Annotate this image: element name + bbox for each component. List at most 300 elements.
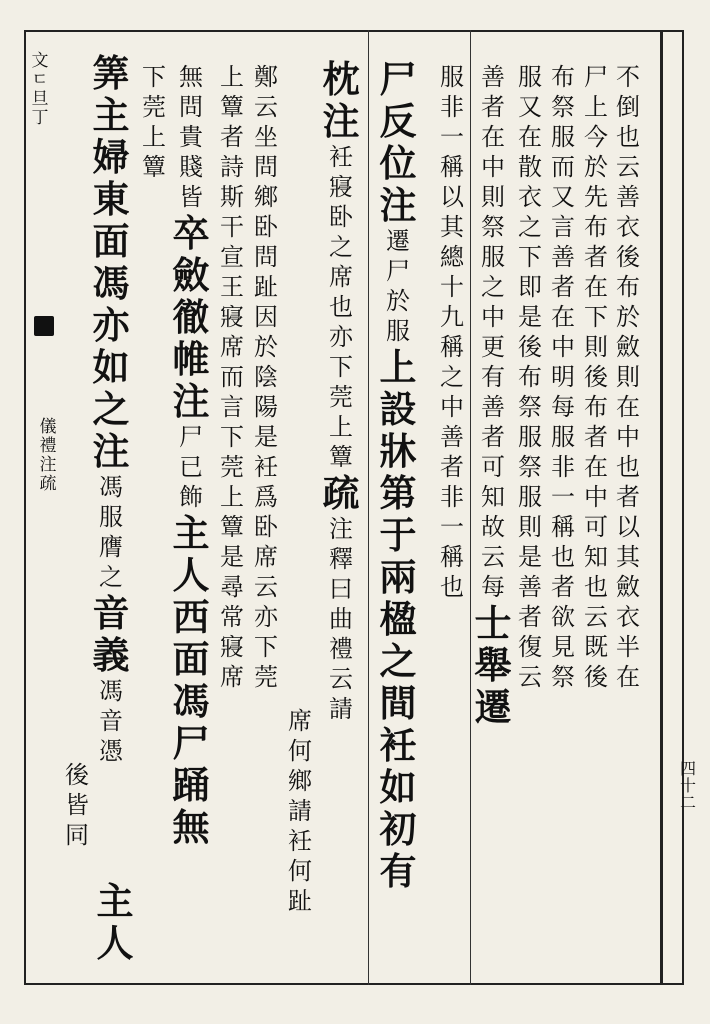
glyph: 是 [254, 423, 278, 451]
main-text-segment [173, 512, 210, 848]
glyph: 疏 [322, 471, 360, 515]
glyph: 可 [481, 453, 505, 481]
glyph: 即 [518, 273, 542, 301]
glyph: 席 [220, 333, 244, 361]
glyph: 云 [254, 93, 278, 121]
glyph: 知 [584, 543, 608, 571]
glyph: 問 [254, 153, 278, 181]
glyph: 非 [440, 93, 464, 121]
glyph: 在 [481, 123, 505, 151]
glyph: 下 [220, 423, 244, 451]
glyph: 馮 [172, 679, 210, 723]
glyph: 枕 [322, 57, 360, 101]
glyph: 間 [379, 681, 417, 725]
commentary-segment [179, 62, 203, 212]
glyph: 無 [179, 63, 203, 91]
glyph: 半 [616, 633, 640, 661]
text-column [547, 62, 579, 692]
main-text-segment [380, 58, 417, 226]
glyph: 主 [96, 879, 134, 923]
glyph: 也 [329, 293, 353, 321]
glyph: 云 [584, 603, 608, 631]
glyph: 尸 [379, 57, 417, 101]
main-text-segment [93, 52, 130, 472]
glyph: 祭 [518, 393, 542, 421]
glyph: 卧 [329, 203, 353, 231]
glyph: 第 [379, 471, 417, 515]
glyph: 已 [179, 453, 203, 481]
glyph: 尸 [584, 63, 608, 91]
glyph: 也 [616, 453, 640, 481]
glyph: 九 [440, 303, 464, 331]
glyph: 布 [584, 393, 608, 421]
glyph: 中 [584, 483, 608, 511]
glyph: 十 [440, 273, 464, 301]
glyph: 在 [551, 303, 575, 331]
glyph: 寢 [220, 633, 244, 661]
glyph: 簟 [220, 93, 244, 121]
glyph: 亦 [92, 303, 130, 347]
glyph: 賤 [179, 153, 203, 181]
glyph: 下 [254, 633, 278, 661]
glyph: 衣 [616, 213, 640, 241]
glyph: 寢 [220, 303, 244, 331]
glyph: 而 [551, 153, 575, 181]
text-column [170, 62, 212, 848]
glyph: 今 [584, 123, 608, 151]
glyph: 中 [481, 303, 505, 331]
glyph: 于 [379, 513, 417, 557]
glyph: 之 [379, 639, 417, 683]
glyph: 後 [65, 761, 89, 789]
commentary-segment [329, 514, 353, 724]
text-column [284, 706, 316, 916]
glyph: 上 [220, 483, 244, 511]
glyph: 中 [616, 423, 640, 451]
glyph: 席 [254, 543, 278, 571]
glyph: 善 [518, 573, 542, 601]
glyph: 稱 [440, 153, 464, 181]
glyph: 祭 [551, 93, 575, 121]
glyph: 一 [440, 123, 464, 151]
glyph: 有 [379, 849, 417, 893]
glyph: 後 [584, 663, 608, 691]
glyph: 則 [518, 513, 542, 541]
glyph: 徹 [172, 295, 210, 339]
glyph: 十 [680, 776, 697, 795]
glyph: 後 [518, 333, 542, 361]
glyph: 上 [142, 123, 166, 151]
glyph: 趾 [288, 887, 312, 915]
text-column [250, 62, 282, 692]
text-column [138, 62, 170, 182]
glyph: 儀 [39, 417, 57, 437]
glyph: 先 [584, 183, 608, 211]
glyph: 斂 [172, 253, 210, 297]
glyph: 遷 [386, 227, 410, 255]
glyph: 者 [551, 273, 575, 301]
glyph: 者 [584, 423, 608, 451]
glyph: 莞 [220, 453, 244, 481]
glyph: 莞 [142, 93, 166, 121]
glyph: 尸 [179, 423, 203, 451]
glyph: 旦 [31, 89, 49, 109]
text-column [216, 62, 248, 692]
glyph: 服 [551, 123, 575, 151]
glyph: 稱 [440, 543, 464, 571]
glyph: 者 [220, 123, 244, 151]
glyph: 卧 [254, 213, 278, 241]
text-column [472, 62, 514, 728]
glyph: 布 [518, 363, 542, 391]
glyph: 云 [329, 665, 353, 693]
glyph: 之 [99, 563, 123, 591]
glyph: 在 [584, 273, 608, 301]
glyph: 帷 [172, 337, 210, 381]
commentary-segment [99, 676, 123, 766]
glyph: 是 [518, 543, 542, 571]
glyph: 也 [440, 573, 464, 601]
glyph: 丁 [31, 108, 49, 128]
glyph: 以 [440, 183, 464, 211]
glyph: 衽 [329, 143, 353, 171]
glyph: 音 [92, 591, 130, 635]
glyph: 請 [329, 695, 353, 723]
glyph: 無 [172, 805, 210, 849]
glyph: 馮 [99, 473, 123, 501]
glyph: 王 [220, 273, 244, 301]
glyph: 如 [92, 345, 130, 389]
glyph: 詩 [220, 153, 244, 181]
glyph: 注 [172, 379, 210, 423]
glyph: 馮 [92, 261, 130, 305]
text-column [580, 62, 612, 692]
glyph: 主 [92, 93, 130, 137]
glyph: 中 [551, 333, 575, 361]
glyph: 斂 [616, 333, 640, 361]
text-column [514, 62, 546, 692]
glyph: 也 [584, 573, 608, 601]
glyph: 憑 [99, 737, 123, 765]
glyph: 二 [680, 793, 697, 812]
glyph: 禮 [39, 436, 57, 456]
glyph: 而 [220, 363, 244, 391]
glyph: 善 [440, 423, 464, 451]
glyph: 一 [551, 483, 575, 511]
glyph: 祭 [481, 213, 505, 241]
glyph: 貴 [179, 123, 203, 151]
glyph: 不 [616, 63, 640, 91]
text-column [375, 58, 421, 892]
glyph: 有 [481, 363, 505, 391]
frame-right-border [660, 30, 663, 985]
text-column [436, 62, 468, 602]
glyph: 者 [440, 453, 464, 481]
text-column [88, 52, 134, 766]
book-title [38, 418, 58, 494]
glyph: 簟 [329, 443, 353, 471]
glyph: 反 [379, 99, 417, 143]
glyph: 服 [518, 483, 542, 511]
glyph: 斯 [220, 183, 244, 211]
glyph: 東 [92, 177, 130, 221]
glyph: 主 [172, 511, 210, 555]
glyph: 則 [481, 183, 505, 211]
glyph: 衽 [254, 453, 278, 481]
glyph: 設 [379, 387, 417, 431]
glyph: 婦 [92, 135, 130, 179]
glyph: 上 [329, 413, 353, 441]
glyph: 在 [584, 453, 608, 481]
glyph: 兩 [379, 555, 417, 599]
glyph: 尸 [172, 721, 210, 765]
glyph: 西 [172, 595, 210, 639]
glyph: 見 [551, 633, 575, 661]
glyph: 者 [616, 483, 640, 511]
glyph: 云 [616, 153, 640, 181]
main-text-segment [93, 592, 130, 676]
glyph: 服 [99, 503, 123, 531]
glyph: 又 [551, 183, 575, 211]
glyph: 皆 [179, 183, 203, 211]
glyph: 是 [518, 303, 542, 331]
glyph: 言 [551, 213, 575, 241]
glyph: 後 [584, 363, 608, 391]
glyph: 禮 [329, 635, 353, 663]
glyph: 注 [329, 515, 353, 543]
glyph: 於 [254, 333, 278, 361]
glyph: 衽 [288, 827, 312, 855]
glyph: 曲 [329, 605, 353, 633]
glyph: 云 [518, 663, 542, 691]
glyph: 因 [254, 303, 278, 331]
glyph: 踊 [172, 763, 210, 807]
glyph: 坐 [254, 123, 278, 151]
main-text-segment [323, 58, 360, 142]
column-rule [470, 30, 471, 985]
glyph: 寢 [329, 173, 353, 201]
glyph: 則 [584, 333, 608, 361]
glyph: 鄭 [254, 63, 278, 91]
fold-mark-icon [34, 316, 54, 336]
glyph: 宣 [220, 243, 244, 271]
glyph: 常 [220, 603, 244, 631]
glyph: 也 [616, 123, 640, 151]
glyph: 下 [329, 353, 353, 381]
glyph: 其 [616, 543, 640, 571]
glyph: 釋 [329, 545, 353, 573]
glyph: 在 [518, 123, 542, 151]
glyph: 者 [481, 93, 505, 121]
commentary-segment [99, 472, 123, 592]
glyph: 如 [379, 765, 417, 809]
glyph: 知 [481, 483, 505, 511]
glyph: 莞 [329, 383, 353, 411]
glyph: 服 [518, 423, 542, 451]
glyph: 也 [551, 543, 575, 571]
glyph: 趾 [254, 273, 278, 301]
commentary-segment [329, 142, 353, 472]
glyph: 善 [616, 183, 640, 211]
glyph: 故 [481, 513, 505, 541]
glyph: 是 [220, 543, 244, 571]
glyph: 人 [172, 553, 210, 597]
glyph: 每 [481, 573, 505, 601]
glyph: 衽 [379, 723, 417, 767]
glyph: 倒 [616, 93, 640, 121]
glyph: 注 [379, 183, 417, 227]
glyph: 亦 [329, 323, 353, 351]
glyph: 莞 [254, 663, 278, 691]
glyph: 義 [92, 633, 130, 677]
gutter-marks [30, 52, 50, 128]
page-number [680, 760, 696, 811]
text-column [92, 880, 138, 964]
glyph: 布 [584, 213, 608, 241]
glyph: 又 [518, 93, 542, 121]
glyph: 者 [551, 573, 575, 601]
glyph: 問 [179, 93, 203, 121]
glyph: 稱 [440, 333, 464, 361]
glyph: 衣 [616, 603, 640, 631]
main-text-segment [173, 212, 210, 422]
text-column [612, 62, 644, 692]
glyph: 其 [440, 213, 464, 241]
glyph: 服 [481, 243, 505, 271]
glyph: 尋 [220, 573, 244, 601]
main-text-segment [380, 346, 417, 892]
glyph: 者 [481, 423, 505, 451]
glyph: 膺 [99, 533, 123, 561]
glyph: 請 [288, 797, 312, 825]
glyph: 飾 [179, 483, 203, 511]
glyph: 之 [329, 233, 353, 261]
glyph: 同 [65, 821, 89, 849]
glyph: 陽 [254, 393, 278, 421]
glyph: 文 [31, 51, 49, 71]
glyph: 者 [584, 243, 608, 271]
glyph: 明 [551, 363, 575, 391]
glyph: 干 [220, 213, 244, 241]
glyph: 面 [92, 219, 130, 263]
glyph: 非 [551, 453, 575, 481]
glyph: 既 [584, 633, 608, 661]
glyph: 祭 [551, 663, 575, 691]
glyph: 之 [440, 363, 464, 391]
glyph: 舉 [474, 643, 512, 687]
glyph: 下 [518, 243, 542, 271]
glyph: 下 [142, 63, 166, 91]
glyph: 善 [481, 63, 505, 91]
glyph: 之 [518, 213, 542, 241]
glyph: 疏 [39, 474, 57, 494]
glyph: 何 [288, 737, 312, 765]
glyph: 曰 [329, 575, 353, 603]
glyph: 面 [172, 637, 210, 681]
commentary-segment [179, 422, 203, 512]
glyph: 牀 [379, 429, 417, 473]
glyph: 云 [254, 573, 278, 601]
glyph: 以 [616, 513, 640, 541]
glyph: 之 [92, 387, 130, 431]
glyph: 者 [518, 603, 542, 631]
glyph: 遷 [474, 685, 512, 729]
glyph: 衣 [518, 183, 542, 211]
glyph: 中 [481, 153, 505, 181]
glyph: 散 [518, 153, 542, 181]
glyph: 善 [481, 393, 505, 421]
glyph: 服 [551, 423, 575, 451]
glyph: 布 [551, 63, 575, 91]
glyph: 鄉 [288, 767, 312, 795]
text-column [62, 760, 92, 850]
glyph: 復 [518, 633, 542, 661]
glyph: 每 [551, 393, 575, 421]
glyph: 陰 [254, 363, 278, 391]
glyph: 注 [39, 455, 57, 475]
glyph: 音 [99, 707, 123, 735]
glyph: 位 [379, 141, 417, 185]
glyph: 注 [92, 429, 130, 473]
glyph: 之 [481, 273, 505, 301]
glyph: 注 [322, 99, 360, 143]
glyph: 馮 [99, 677, 123, 705]
glyph: 人 [96, 921, 134, 965]
glyph: 在 [616, 663, 640, 691]
glyph: 在 [616, 393, 640, 421]
glyph: 後 [616, 243, 640, 271]
glyph: 則 [616, 363, 640, 391]
glyph: 卒 [172, 211, 210, 255]
glyph: 初 [379, 807, 417, 851]
glyph: 士 [474, 601, 512, 645]
glyph: 服 [440, 63, 464, 91]
glyph: 一 [440, 513, 464, 541]
commentary-segment [481, 62, 505, 602]
glyph: 卧 [254, 513, 278, 541]
glyph: 簟 [142, 153, 166, 181]
glyph: 更 [481, 333, 505, 361]
glyph: 爲 [254, 483, 278, 511]
column-rule [368, 30, 369, 985]
glyph: 服 [386, 317, 410, 345]
glyph: 皆 [65, 791, 89, 819]
glyph: 下 [584, 303, 608, 331]
glyph: 總 [440, 243, 464, 271]
glyph: 四 [680, 759, 697, 778]
glyph: 非 [440, 483, 464, 511]
glyph: 尸 [386, 257, 410, 285]
glyph: 於 [616, 303, 640, 331]
glyph: 中 [440, 393, 464, 421]
glyph: 筭 [92, 51, 130, 95]
glyph: 服 [518, 63, 542, 91]
glyph: 善 [551, 243, 575, 271]
glyph: 席 [329, 263, 353, 291]
glyph: 上 [220, 63, 244, 91]
glyph: 亦 [254, 603, 278, 631]
glyph: 席 [220, 663, 244, 691]
glyph: 席 [288, 707, 312, 735]
main-text-segment [475, 602, 512, 728]
glyph: 云 [481, 543, 505, 571]
glyph: ㄷ [31, 70, 49, 90]
glyph: 問 [254, 243, 278, 271]
glyph: 稱 [551, 513, 575, 541]
commentary-segment [386, 226, 410, 346]
glyph: 簟 [220, 513, 244, 541]
glyph: 於 [386, 287, 410, 315]
